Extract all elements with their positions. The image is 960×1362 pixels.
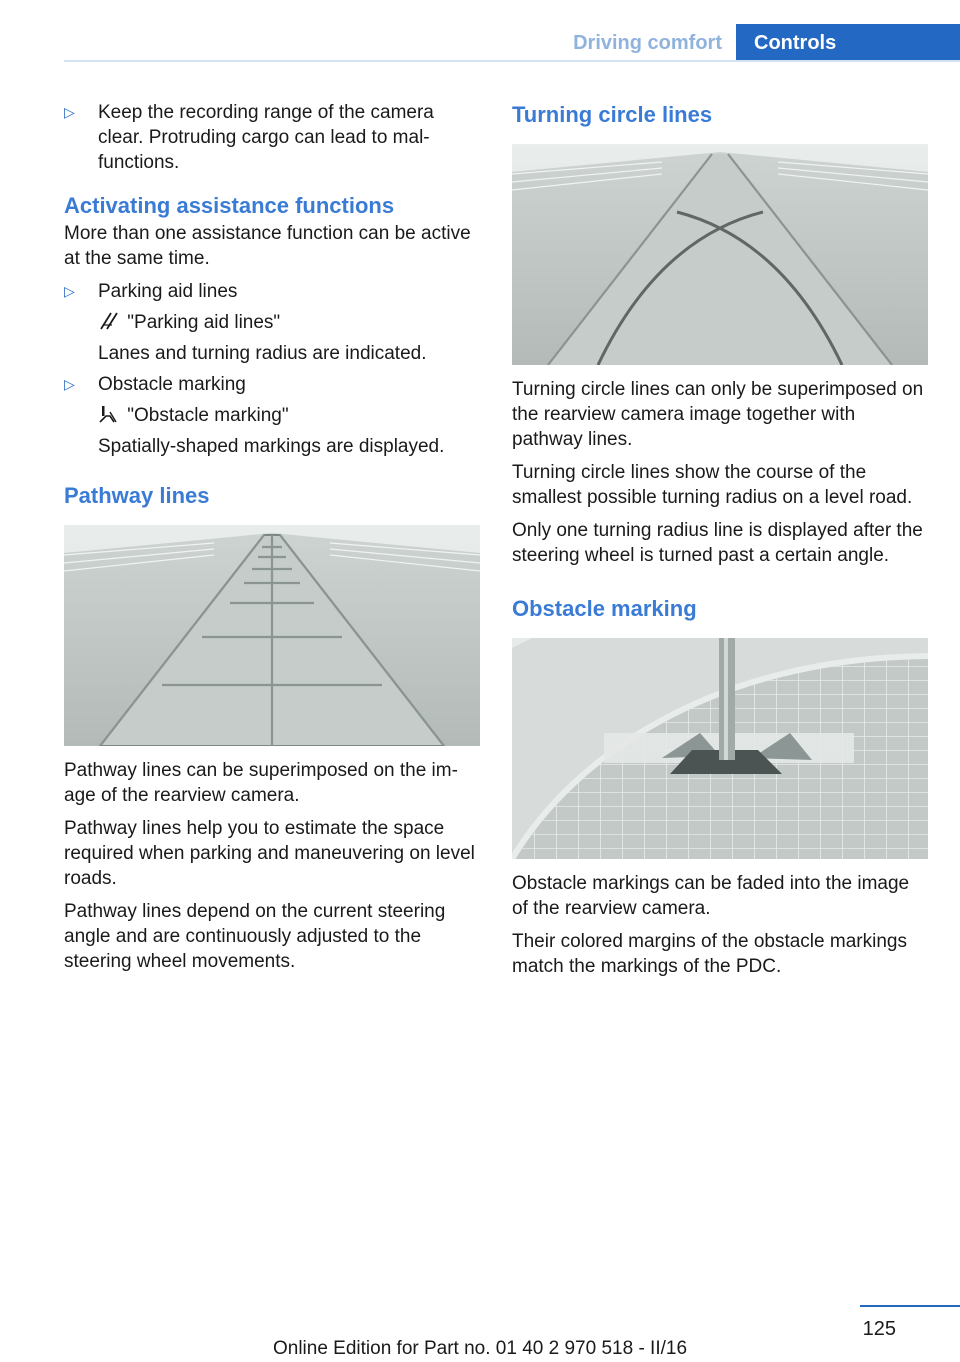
header-rule	[64, 60, 960, 62]
obstacle-marking-icon	[98, 404, 120, 424]
camera-bullet	[64, 100, 480, 175]
heading-activating: Activating assistance functions	[64, 193, 395, 218]
section-tab: Driving comfort	[573, 32, 722, 54]
para-turning-3: Only one turning radius line is displayed after the steering wheel is turned past a certain angle.	[512, 520, 923, 566]
obstacle-desc: Spatially-shaped markings are displayed.	[98, 436, 445, 457]
bullet-parking-title: Parking aid lines	[98, 281, 238, 302]
para-obstacle-2: Their colored margins of the obstacle markings match the markings of the PDC.	[512, 931, 907, 977]
page-number: 125	[862, 1318, 896, 1340]
triangle-bullet-icon: ▷	[64, 376, 75, 392]
para-pathway-1: Pathway lines can be superimposed on the image of the rearview camera.	[64, 760, 458, 806]
triangle-bullet-icon: ▷	[64, 104, 75, 120]
para-turning-2: Turning circle lines show the course of the smallest possible turning radius on a level road.	[512, 462, 913, 508]
para-pathway-2: Pathway lines help you to estimate the space required when parking and maneuvering on level roads.	[64, 818, 475, 889]
pathway-lines-image	[64, 525, 480, 746]
page-number-rule	[860, 1305, 960, 1307]
chapter-tab: Controls	[736, 24, 960, 62]
heading-turning: Turning circle lines	[512, 102, 713, 127]
para-activating: More than one assistance function can be active at the same time.	[64, 223, 471, 269]
heading-obstacle: Obstacle marking	[512, 596, 697, 621]
page-header	[64, 24, 960, 62]
bullet-obstacle-title: Obstacle marking	[98, 374, 246, 395]
parking-aid-lines-icon	[98, 311, 120, 331]
para-obstacle-1: Obstacle markings can be faded into the image of the rearview camera.	[512, 873, 910, 919]
heading-pathway: Pathway lines	[64, 483, 210, 508]
parking-desc: Lanes and turning radius are indicated.	[98, 343, 427, 364]
obstacle-menu-label: "Obstacle marking"	[122, 405, 289, 426]
left-column	[64, 100, 480, 982]
footer-edition: Online Edition for Part no. 01 40 2 970 518 - II/16	[272, 1338, 688, 1359]
para-pathway-3: Pathway lines depend on the current steering angle and are continuously adjusted to the steering wheel movements.	[64, 901, 446, 972]
obstacle-menu-line	[98, 403, 480, 428]
turning-circle-image	[512, 144, 928, 365]
right-column	[512, 100, 928, 987]
bullet-obstacle	[64, 372, 480, 459]
obstacle-marking-image	[512, 638, 928, 859]
triangle-bullet-icon: ▷	[64, 283, 75, 299]
para-turning-1: Turning circle lines can only be superimposed on the rearview camera image together with pathway lines.	[512, 379, 924, 450]
bullet-parking-aid	[64, 279, 480, 366]
parking-menu-label: "Parking aid lines"	[122, 312, 281, 333]
parking-menu-line	[98, 310, 480, 335]
camera-bullet-text: Keep the recording range of the camera clear. Protruding cargo can lead to malfunctions.	[98, 102, 434, 173]
